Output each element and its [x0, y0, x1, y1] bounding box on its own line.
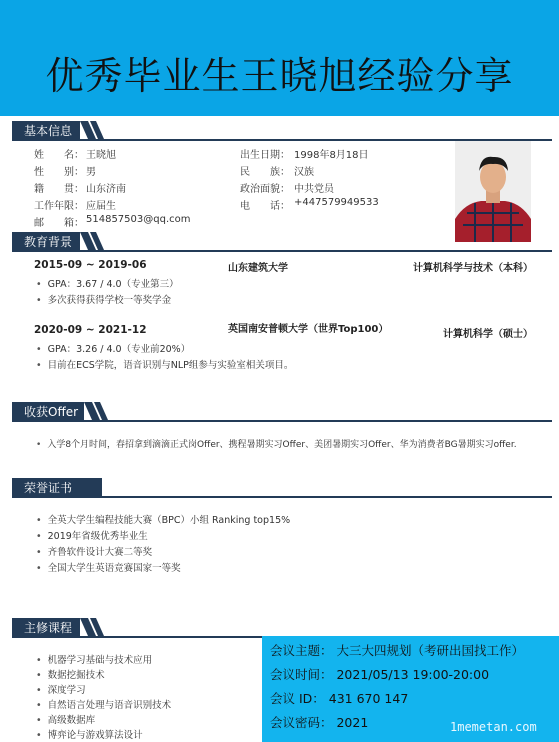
section-header-education — [12, 232, 552, 252]
list-item: • GPA：3.67 / 4.0（专业第三） — [36, 276, 179, 290]
section-title: 主修课程 — [12, 618, 80, 638]
meeting-id[interactable]: 会议 ID： 431 670 147 — [270, 691, 409, 706]
birth-value: 1998年8月18日 — [294, 150, 369, 161]
section-header-basic — [12, 121, 552, 141]
list-item: • 入学8个月时间，春招拿到滴滴正式岗Offer、携程暑期实习Offer、美团暑期实习Offer、华为消费者BG暑期实习offer. — [36, 437, 517, 450]
list-item: • 2019年省级优秀毕业生 — [36, 528, 148, 542]
birth-label: 出生日期： — [240, 150, 290, 161]
work-value: 应届生 — [86, 201, 116, 212]
origin-value: 山东济南 — [86, 184, 126, 195]
phone-label: 电 话： — [240, 201, 290, 212]
meeting-topic: 会议主题： 大三大四规划（考研出国找工作） — [270, 643, 524, 658]
list-item: • 数据挖掘技术 — [36, 667, 105, 681]
gender-value: 男 — [86, 167, 96, 178]
section-divider — [12, 496, 552, 498]
ethnic-value: 汉族 — [294, 167, 314, 178]
email-value: 514857503@qq.com — [86, 214, 191, 225]
section-divider — [12, 420, 552, 422]
section-title: 教育背景 — [12, 232, 80, 252]
origin-label: 籍 贯： — [34, 184, 84, 195]
political-value: 中共党员 — [294, 184, 334, 195]
header-banner — [0, 0, 559, 116]
work-label: 工作年限： — [34, 201, 84, 212]
meeting-password: 会议密码： 2021 — [270, 715, 369, 730]
list-item: • GPA：3.26 / 4.0（专业前20%） — [36, 341, 190, 355]
list-item: • 全国大学生英语竞赛国家一等奖 — [36, 560, 181, 574]
list-item: • 高级数据库 — [36, 712, 95, 726]
stripes-decoration — [80, 618, 110, 638]
section-title: 收获Offer — [12, 402, 84, 422]
meeting-time: 会议时间： 2021/05/13 19:00-20:00 — [270, 667, 490, 682]
edu-school: 山东建筑大学 — [228, 263, 288, 274]
section-divider — [12, 636, 262, 638]
edu-period: 2015-09 ~ 2019-06 — [34, 259, 147, 271]
edu-major: 计算机科学与技术（本科） — [413, 263, 533, 274]
section-header-courses — [12, 618, 262, 638]
edu-period: 2020-09 ~ 2021-12 — [34, 324, 147, 336]
section-title: 荣誉证书 — [12, 478, 102, 498]
name-value: 王晓旭 — [86, 150, 116, 161]
section-header-offers — [12, 402, 552, 422]
stripes-decoration — [80, 232, 110, 252]
list-item: • 深度学习 — [36, 682, 86, 696]
list-item: • 博弈论与游戏算法设计 — [36, 727, 143, 741]
gender-label: 性 别： — [34, 167, 84, 178]
list-item: • 机器学习基础与技术应用 — [36, 652, 152, 666]
list-item: • 目前在ECS学院，语音识别与NLP组参与实验室相关项目。 — [36, 357, 293, 371]
stripes-decoration — [84, 402, 114, 422]
phone-value: +447579949533 — [294, 197, 379, 208]
profile-photo — [455, 141, 531, 242]
list-item: • 齐鲁软件设计大赛二等奖 — [36, 544, 152, 558]
email-label: 邮 箱： — [34, 218, 84, 229]
name-label: 姓 名： — [34, 150, 84, 161]
edu-school: 英国南安普顿大学（世界Top100） — [228, 324, 389, 335]
section-header-honors — [12, 478, 552, 498]
list-item: • 多次获得获得学校一等奖学金 — [36, 292, 171, 306]
page-title: 优秀毕业生王晓旭经验分享 — [45, 54, 514, 98]
list-item: • 自然语言处理与语音识别技术 — [36, 697, 171, 711]
political-label: 政治面貌： — [240, 184, 290, 195]
list-item: • 全英大学生编程技能大赛（BPC）小组 Ranking top15% — [36, 512, 290, 526]
section-title: 基本信息 — [12, 121, 80, 141]
section-divider — [12, 250, 552, 252]
watermark: 1memetan.com — [450, 720, 537, 734]
edu-major: 计算机科学（硕士） — [443, 329, 533, 340]
ethnic-label: 民 族： — [240, 167, 290, 178]
stripes-decoration — [80, 121, 110, 141]
